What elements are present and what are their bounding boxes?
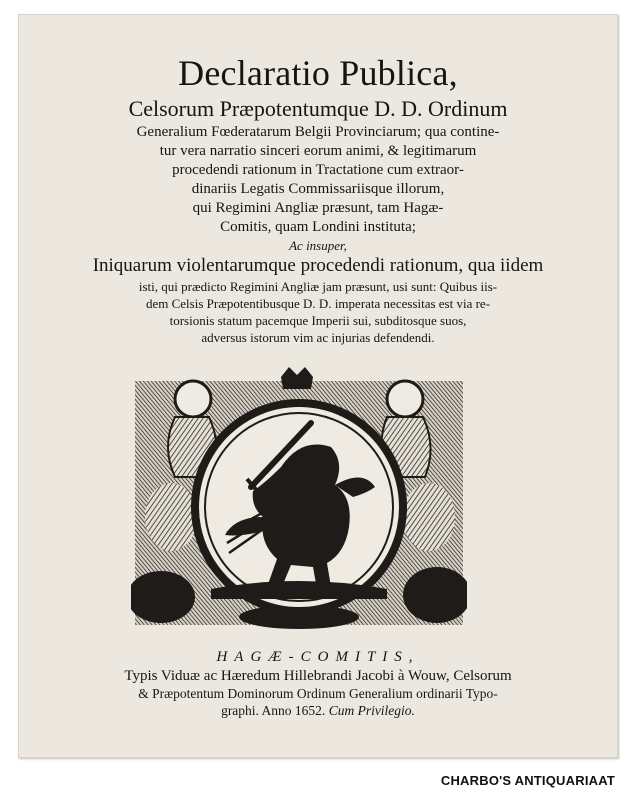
document-page [18, 14, 618, 758]
subtitle-line: Generalium Fœderatarum Belgii Provinciarum; qua contine- [136, 124, 500, 140]
imprint-block [55, 647, 581, 719]
subtitle-line: Comitis, quam Londini instituta; [220, 219, 416, 235]
subtitle-line: tur vera narratio sinceri eorum animi, & legitimarum [159, 143, 477, 159]
second-line: torsionis statum pacemque Imperii sui, subditosque suos, [169, 313, 467, 328]
subtitle-line: procedendi rationum in Tractatione cum extraor- [172, 162, 464, 178]
second-line: isti, qui prædicto Regimini Angliæ jam præsunt, usi sunt: Quibus iis- [138, 279, 498, 294]
dealer-watermark: CHARBO'S ANTIQUARIAAT [440, 773, 615, 788]
imprint-privilege: Cum Privilegio. [328, 703, 415, 718]
imprint-year: graphi. Anno 1652. [221, 703, 326, 718]
ac-insuper-label: Ac insuper, [289, 238, 347, 253]
subtitle-block [55, 95, 581, 346]
subtitle-line: Celsorum Præpotentumque D. D. Ordinum [128, 96, 508, 121]
imprint-place: HAGÆ-COMITIS, [216, 649, 420, 665]
imprint-printer: Typis Viduæ ac Hæredum Hillebrandi Jacobi à Wouw, Celsorum [124, 668, 512, 684]
second-line: dem Celsis Præpotentibusque D. D. imperata necessitas est via re- [145, 296, 491, 311]
second-lead-line: Iniquarum violentarumque procedendi rationum, qua iidem [92, 255, 544, 276]
document-title: Declaratio Publica, [178, 53, 458, 93]
second-line: adversus istorum vim ac injurias defendendi. [201, 330, 435, 345]
imprint-line: & Præpotentum Dominorum Ordinum Generalium ordinarii Typo- [138, 686, 498, 701]
imprint-line [55, 702, 581, 719]
lion-rampant-woodcut-icon [131, 367, 467, 629]
subtitle-line: dinariis Legatis Commissariisque illorum, [191, 181, 445, 197]
subtitle-line: qui Regimini Angliæ præsunt, tam Hagæ- [192, 200, 444, 216]
